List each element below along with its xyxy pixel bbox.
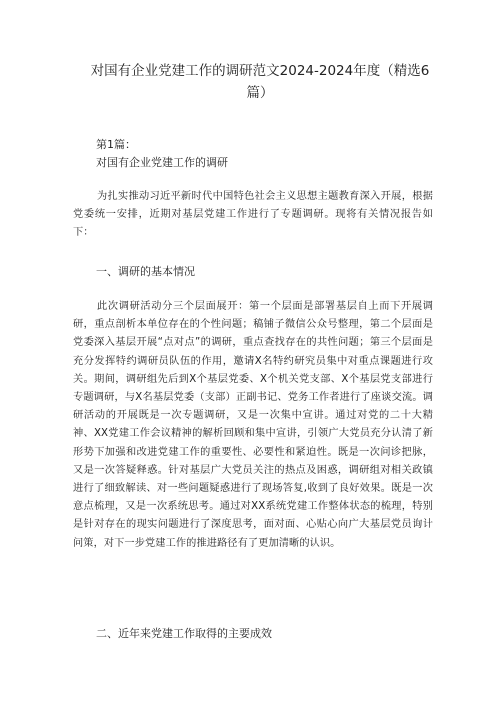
intro-paragraph: 为扎实推动习近平新时代中国特色社会主义思想主题教育深入开展，根据党委统一安排，近期对基层党建工作进行了专题调研。现将有关情况报告如下： <box>73 191 433 239</box>
section-heading-2: 二、近年来党建工作取得的主要成效 <box>96 627 272 640</box>
section-heading-1: 一、调研的基本情况 <box>96 265 195 278</box>
part-label: 第1篇： <box>96 138 136 151</box>
section-1-paragraph: 此次调研活动分三个层面展开：第一个层面是部署基层自上而下开展调研，重点剖析本单位存在的个性问题；稿铺子微信公众号整理，第二个层面是党委深入基层开展“点对点”的调研，重点查找存在的共性问题；第三个层面是充分发挥特约调研员队伍的作用，邀请X名特约研究员集中对重点课题进行攻关。期间，调研组先后到X个基层党委、X个机关党支部、X个基层党支部进行专题调研，与X名基层党委（支部）正副书记、党务工作者进行了座谈交流。调研活动的开展既是一次专题调研，又是一次集中宣讲。通过对党的二十大精神、XX党建工作会议精神的解析回顾和集中宣讲，引领广大党员充分认清了新形势下加强和改进党建工作的重要性、必要性和紧迫性。既是一次问诊把脉，又是一次答疑释惑。针对基层广大党员关注的热点及困惑，调研组对相关政镇进行了细致解读、对一些问题疑惑进行了现场答复,收到了良好效果。既是一次意点梳理，又是一次系统思考。通过对XX系统党建工作整体状态的梳理，特别是针对存在的现实问题进行了深度思考，面对面、心贴心向广大基层党员询计问策，对下一步党建工作的推进路径有了更加清晰的认识。 <box>73 301 433 549</box>
document-title: 对国有企业党建工作的调研范文2024-2024年度（精选6篇） <box>90 63 430 101</box>
document-subtitle: 对国有企业党建工作的调研 <box>96 156 228 169</box>
